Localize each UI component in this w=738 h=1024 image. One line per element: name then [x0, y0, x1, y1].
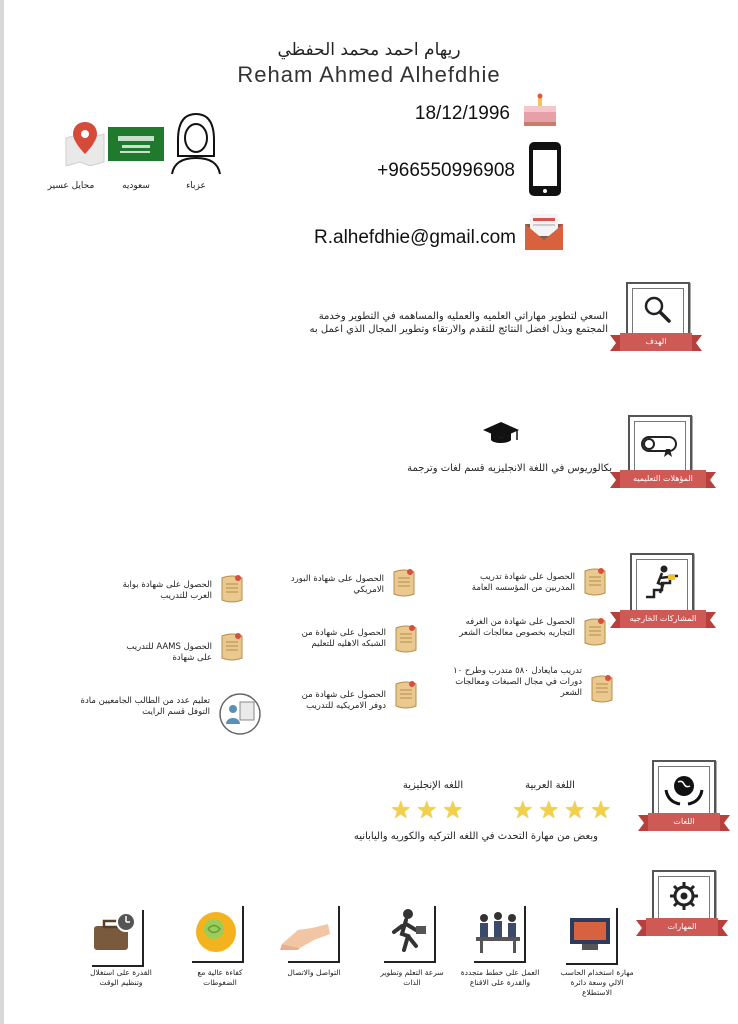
objective-text: السعي لتطوير مهاراتي العلميه والعمليه والمساهمه في التطوير وخدمة المجتمع وبذل افضل النتائج للتقدم والارتقاء وتطوير المجال الذي اعمل به: [309, 311, 608, 335]
skill-card: [192, 906, 244, 963]
saudi-flag-icon: [108, 127, 164, 161]
skill-label: التواصل والاتصال: [287, 968, 341, 977]
star-icon: ★: [416, 796, 438, 824]
skill-label: سرعة التعلم وتطوير الذات: [380, 968, 444, 987]
team-meeting-icon: [474, 910, 522, 954]
star-icon: ★: [590, 796, 612, 824]
activity-item: الحصول على شهادة تدريب المدربين من المؤسسه العامة: [471, 572, 575, 593]
skill-card: [384, 906, 436, 963]
skill-label: مهارة استخدام الحاسب الالي وسعة دائرة الاستطلاع: [560, 968, 634, 997]
birthdate: 18/12/1996: [414, 103, 510, 124]
activity-item: الحصول على شهادة من الغرفه التجاريه بخصوص معالجات الشعر: [459, 617, 575, 638]
certificate-icon: [220, 574, 244, 604]
activity-item: الحصول على شهادة من الشبكه الاهليه للتعليم: [301, 628, 386, 649]
brain-head-icon: [194, 910, 238, 954]
certificate-icon: [583, 617, 607, 647]
handshake-icon: [278, 920, 334, 954]
name-english: Reham Ahmed Alhefdhie: [237, 62, 501, 87]
activity-item: الحصول على شهادة من دوفر الامريكيه للتدريب: [301, 690, 386, 711]
graduation-cap-icon: [482, 420, 520, 446]
skill-card: [288, 906, 340, 963]
skill-card: [474, 906, 526, 963]
computer-icon: [568, 914, 612, 954]
skill-card: [566, 908, 618, 965]
languages-note: وبعض من مهارة التحدث في اللغه التركيه والكوريه واليابانيه: [353, 831, 598, 842]
activity-item: الحصول على شهادة البورد الامريكي: [290, 574, 384, 595]
activity-item: تعليم عدد من الطالب الجامعيين مادة التوفل قسم الرايت: [80, 696, 210, 717]
education-text: بكالوريوس في اللغة الانجليزيه قسم لغات وترجمة: [407, 463, 612, 474]
english-language-label: اللغه الإنجليزية: [402, 780, 464, 791]
woman-avatar-icon: [168, 110, 224, 176]
climbing-stairs-icon: [644, 563, 680, 601]
diploma-icon: [638, 431, 682, 457]
globe-hands-icon: [664, 772, 704, 806]
certificate-icon: [590, 674, 614, 704]
briefcase-clock-icon: [92, 910, 140, 958]
certificate-icon: [394, 680, 418, 710]
marital-status: عزباء: [186, 181, 206, 191]
skill-label: كفاءة عالية مع الضغوطات: [197, 968, 243, 987]
map-pin-icon: [62, 120, 108, 166]
arabic-language-label: اللغة العربية: [525, 780, 575, 791]
teacher-icon: [218, 692, 262, 736]
cake-icon: [520, 92, 560, 130]
activity-item: الحصول على شهادة بوابة العرب للتدريب: [122, 580, 212, 601]
activity-item: الحصول AAMS للتدريب على شهادة: [126, 642, 212, 663]
magnifier-icon: [642, 294, 672, 324]
activities-title: المشاركات الخارجيه: [620, 610, 706, 628]
star-icon: ★: [512, 796, 534, 824]
email-address: R.alhefdhie@gmail.com: [314, 227, 516, 248]
skills-title: المهارات: [646, 918, 718, 936]
skill-card: [92, 910, 144, 967]
gear-icon: [668, 880, 700, 912]
star-icon: ★: [538, 796, 560, 824]
certificate-icon: [583, 567, 607, 597]
certificate-icon: [220, 632, 244, 662]
education-title: المؤهلات التعليميه: [620, 470, 706, 488]
activity-item: تدريب مايعادل ٥٨٠ متدرب وطرح ١٠ دورات في مجال الصبغات ومعالجات الشعر: [453, 666, 582, 698]
skill-label: القدرة على استغلال وتنظيم الوقت: [90, 968, 152, 987]
location: محايل عسير: [47, 181, 95, 191]
name-arabic: ريهام احمد محمد الحفظي: [277, 40, 461, 60]
mail-icon: [522, 210, 566, 252]
activities-badge: [630, 553, 694, 617]
certificate-icon: [392, 568, 416, 598]
star-icon: ★: [442, 796, 464, 824]
star-icon: ★: [390, 796, 412, 824]
objective-title: الهدف: [620, 333, 692, 351]
running-man-icon: [388, 908, 430, 954]
certificate-icon: [394, 624, 418, 654]
nationality: سعوديه: [122, 181, 150, 191]
skill-label: العمل على خطط متجددة والقدرة على الاقناع: [460, 968, 540, 987]
page-edge: [0, 0, 4, 1024]
phone-number: +966550996908: [377, 160, 515, 181]
languages-title: اللغات: [648, 813, 720, 831]
star-icon: ★: [564, 796, 586, 824]
phone-icon: [525, 140, 565, 198]
